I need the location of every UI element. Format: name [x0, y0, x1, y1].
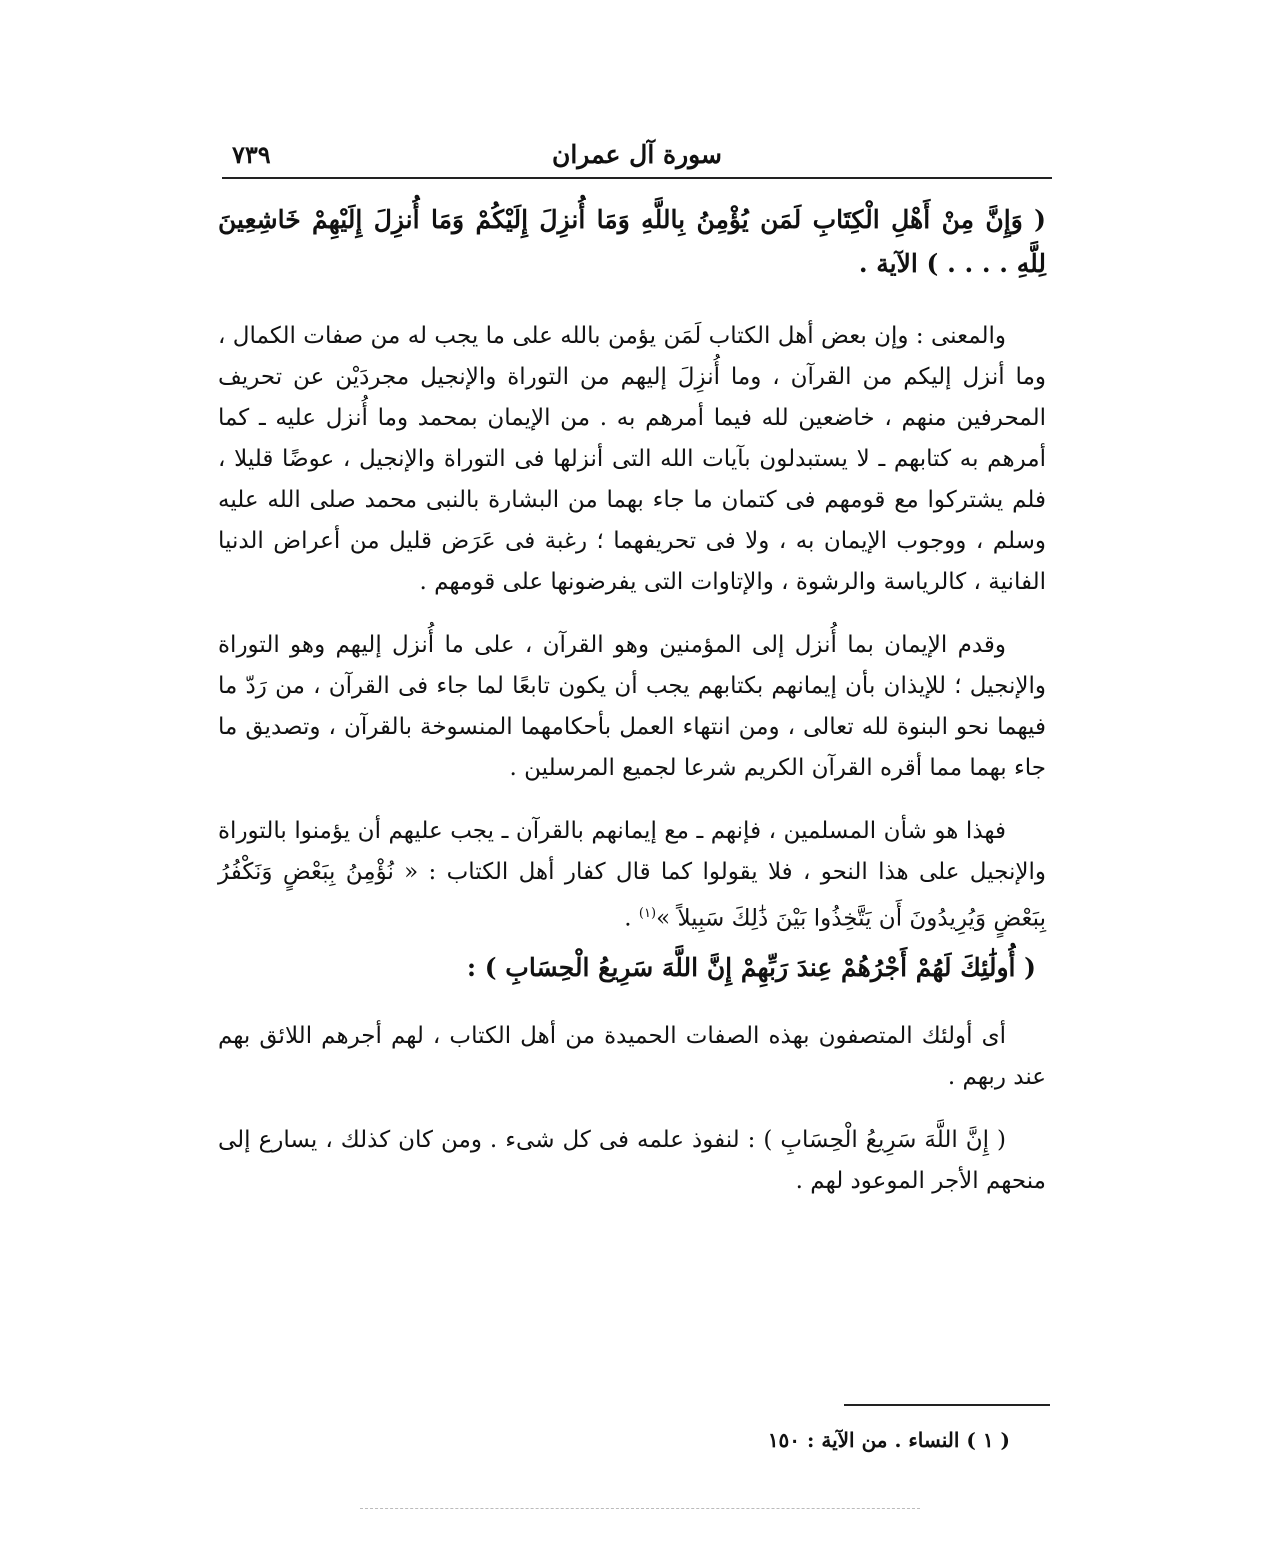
main-text	[218, 198, 1046, 1202]
page-number: ٧٣٩	[232, 140, 271, 169]
header-divider	[222, 177, 1052, 179]
quran-verse: ( وَإِنَّ مِنْ أَهْلِ الْكِتَابِ لَمَن يُؤْمِنُ بِاللَّهِ وَمَا أُنزِلَ إِلَيْكُمْ وَمَا أُنزِلَ إِلَيْهِمْ خَاشِعِينَ لِلَّهِ . . . . ) الآية .	[218, 205, 1046, 278]
quran-verse-second: ( أُولَٰئِكَ لَهُمْ أَجْرُهُمْ عِندَ رَبِّهِمْ إِنَّ اللَّهَ سَرِيعُ الْحِسَابِ ) :	[466, 952, 1036, 982]
footnote-reference: (١)	[638, 906, 657, 921]
paragraph-reward: أى أولئك المتصفون بهذه الصفات الحميدة من أهل الكتاب ، لهم أجرهم اللائق بهم عند ربهم .	[218, 1022, 1046, 1090]
page-header	[222, 136, 1052, 176]
paragraph-order: وقدم الإيمان بما أُنزل إلى المؤمنين وهو القرآن ، على ما أُنزل إليهم وهو التوراة والإنجيل ؛ للإيذان بأن إيمانهم بكتابهم يجب أن يكون تابعًا لما جاء فى القرآن ، من رَدّ ما فيهما نحو البنوة لله تعالى ، ومن انتهاء العمل بأحكامهما المنسوخة بالقرآن ، وتصديق ما جاء بهما مما أقره القرآن الكريم شرعا لجميع المرسلين .	[218, 632, 1046, 781]
paragraph-muslims	[218, 811, 1046, 940]
footnote: ( ١ ) النساء . من الآية : ١٥٠	[767, 1428, 1010, 1452]
paragraph-muslims-text: فهذا هو شأن المسلمين ، فإنهم ـ مع إيمانهم بالقرآن ـ يجب عليهم أن يؤمنوا بالتوراة والإنجيل على هذا النحو ، فلا يقولوا كما قال كفار أهل الكتاب : « نُؤْمِنُ بِبَعْضٍ وَنَكْفُرُ بِبَعْضٍ وَيُرِيدُونَ أَن يَتَّخِذُوا بَيْنَ ذَٰلِكَ سَبِيلاً »	[218, 818, 1046, 932]
surah-title: سورة آل عمران	[551, 140, 723, 169]
paragraph-reckoning: ( إِنَّ اللَّهَ سَرِيعُ الْحِسَابِ ) : لنفوذ علمه فى كل شىء . ومن كان كذلك ، يسارع إلى منحهم الأجر الموعود لهم .	[218, 1126, 1046, 1194]
paragraph-muslims-end: .	[624, 905, 639, 932]
paragraph-meaning: والمعنى : وإن بعض أهل الكتاب لَمَن يؤمن بالله على ما يجب له من صفات الكمال ، وما أنزل إليكم من القرآن ، وما أُنزِلَ إليهم من التوراة والإنجيل مجردَيْن عن تحريف المحرفين منهم ، خاضعين لله فيما أمرهم به . من الإيمان بمحمد وما أُنزل عليه ـ كما أمرهم به كتابهم ـ لا يستبدلون بآيات الله التى أنزلها فى التوراة والإنجيل ، عوضًا قليلا ، فلم يشتركوا مع قومهم فى كتمان ما جاء بهما من البشارة بالنبى محمد صلى الله عليه وسلم ، ووجوب الإيمان به ، ولا فى تحريفهما ؛ رغبة فى عَرَض قليل من أعراض الدنيا الفانية ، كالرياسة والرشوة ، والإتاوات التى يفرضونها على قومهم .	[218, 323, 1046, 595]
scan-artifact-line	[360, 1508, 920, 1509]
footnote-divider	[844, 1404, 1050, 1406]
